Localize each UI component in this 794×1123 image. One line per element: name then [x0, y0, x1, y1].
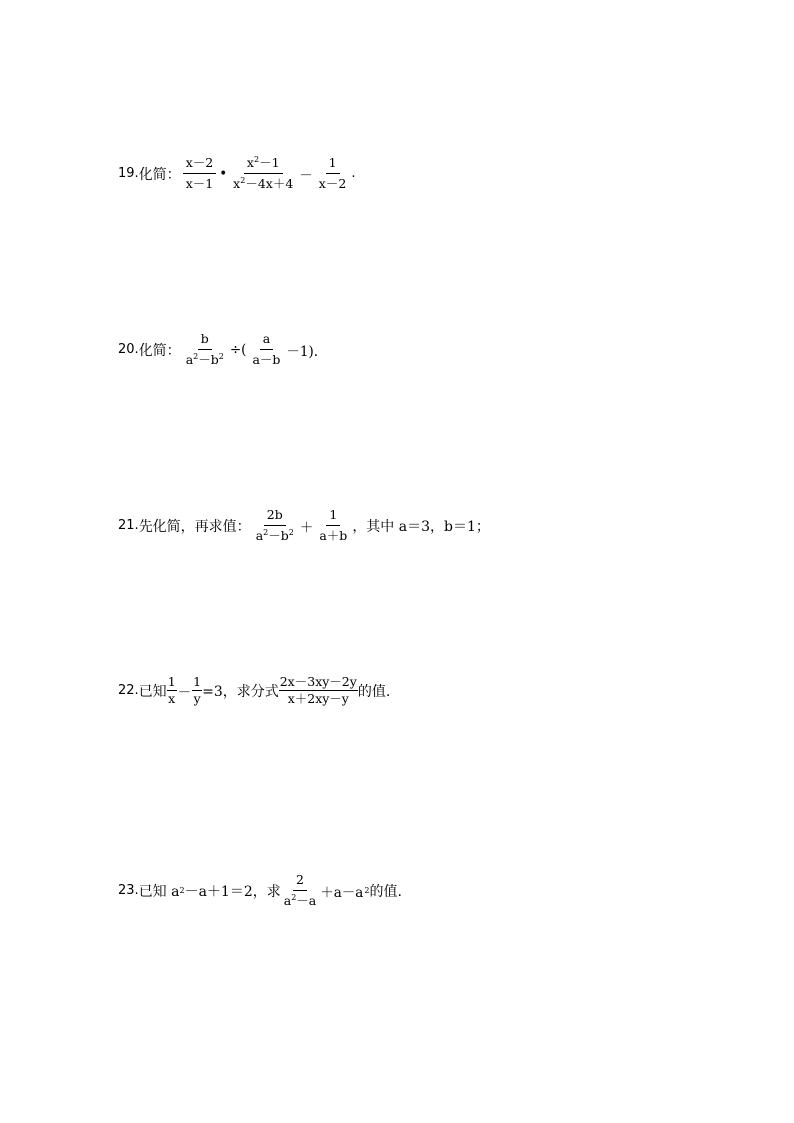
- fraction: [249, 331, 283, 368]
- period: .: [351, 166, 356, 181]
- numerator: 1: [326, 155, 340, 174]
- numerator: b: [198, 331, 212, 350]
- numerator: 2b: [264, 507, 286, 526]
- numerator: 2: [293, 872, 307, 891]
- denominator: x－2: [318, 176, 347, 191]
- problem-prompt: 化简：: [138, 166, 181, 183]
- fraction: [316, 507, 350, 544]
- numerator: 1: [326, 507, 340, 526]
- denominator: y: [193, 691, 201, 706]
- problem-prompt: 已知: [138, 683, 167, 700]
- expression-tail: －1).: [286, 343, 319, 360]
- numerator: $x^2-1$: [244, 155, 283, 174]
- denominator: a＋b: [319, 528, 348, 543]
- problem-number: 21.: [118, 518, 139, 533]
- operator: •: [219, 165, 228, 182]
- denominator: $a^2-b^2$: [185, 352, 224, 367]
- denominator: x－1: [185, 176, 214, 191]
- operator: ÷(: [229, 341, 247, 358]
- denominator: $a^2-b^2$: [255, 528, 294, 543]
- fraction: [183, 155, 217, 192]
- problem-prompt: 先化简，再求值：: [138, 518, 251, 535]
- denominator: $a^2-a$: [283, 893, 317, 908]
- numerator: a: [260, 331, 273, 350]
- problem-number: 20.: [118, 342, 139, 357]
- problem-number: 22.: [118, 683, 139, 698]
- fraction: [192, 674, 202, 707]
- condition-text: ，其中 a＝3，b＝1；: [352, 518, 490, 535]
- fraction: [316, 155, 350, 192]
- denominator: $x^2-4x+4$: [233, 176, 294, 191]
- problem-number: 19.: [118, 166, 139, 181]
- denominator: x: [168, 691, 176, 706]
- question-tail: 的值.: [369, 883, 402, 900]
- problem-prompt: 化简：: [138, 342, 181, 359]
- problem-20: [118, 331, 319, 368]
- problem-number: 23.: [118, 883, 139, 898]
- fraction: [183, 331, 227, 368]
- fraction: [167, 674, 177, 707]
- problem-prompt: 已知 a: [138, 883, 180, 900]
- numerator: 1: [193, 674, 202, 689]
- fraction: [281, 872, 320, 909]
- fraction: [230, 155, 296, 192]
- given-value: =3，求分式: [202, 683, 279, 700]
- numerator: x－2: [183, 155, 217, 174]
- numerator: 2x－3xy－2y: [279, 674, 357, 689]
- problem-21: [118, 507, 490, 544]
- fraction: [253, 507, 297, 544]
- operator: －: [299, 167, 313, 184]
- problem-23: 23. 已知 a 2 －a＋1＝2，求 $\frac{2}{a^2-a}$ ＋a－a 2 的值.: [118, 872, 402, 908]
- numerator: 1: [167, 674, 176, 689]
- problem-19: [118, 155, 355, 192]
- fraction: [279, 674, 358, 707]
- denominator: x＋2xy－y: [287, 691, 349, 706]
- expression-tail: ＋a－a: [320, 884, 364, 901]
- problem-22: [118, 674, 390, 707]
- denominator: a－b: [252, 352, 281, 367]
- question-tail: 的值.: [357, 683, 391, 700]
- condition-text: －a＋1＝2，求: [184, 883, 281, 900]
- operator: －: [177, 684, 192, 701]
- operator: ＋: [299, 519, 314, 536]
